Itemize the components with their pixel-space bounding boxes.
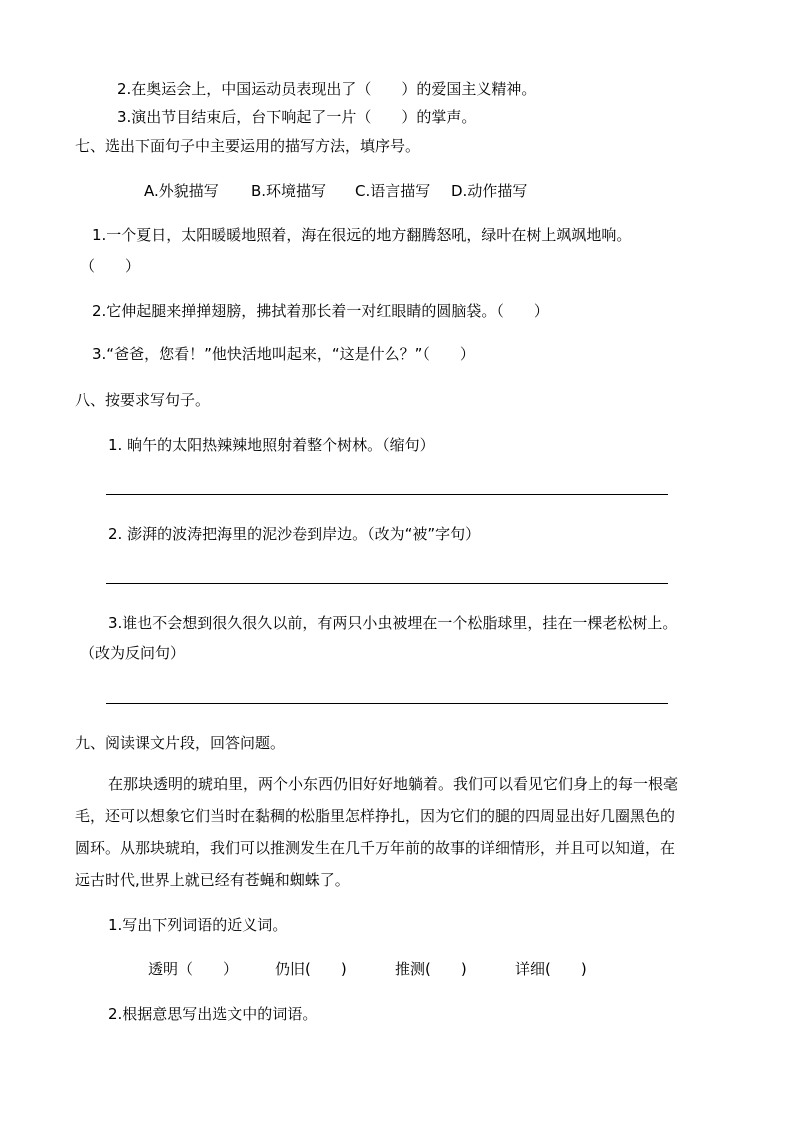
question-6-2: 2.在奥运会上，中国运动员表现出了（ ）的爱国主义精神。	[117, 80, 537, 98]
question-7-3: 3.“爸爸，您看！”他快活地叫起来，“这是什么？”（ ）	[92, 345, 475, 363]
word-tuice: 推测( )	[395, 960, 467, 978]
option-a: A.外貌描写	[144, 182, 219, 200]
question-8-2: 2. 澎湃的波涛把海里的泥沙卷到岸边。（改为“被”字句）	[108, 525, 481, 543]
section-7-heading: 七、选出下面句子中主要运用的描写方法，填序号。	[75, 137, 421, 155]
question-8-3: 3.谁也不会想到很久很久以前，有两只小虫被埋在一个松脂球里，挂在一棵老松树上。	[108, 614, 678, 632]
question-9-2: 2.根据意思写出选文中的词语。	[108, 1005, 318, 1023]
answer-line-8-2[interactable]	[106, 583, 668, 584]
option-b: B.环境描写	[251, 182, 327, 200]
section-8-heading: 八、按要求写句子。	[75, 391, 211, 409]
passage-line-3: 圆环。从那块琥珀，我们可以推测发生在几千万年前的故事的详细情形，并且可以知道，在	[75, 839, 676, 857]
word-xiangxi: 详细( )	[515, 960, 587, 978]
answer-line-8-3[interactable]	[106, 703, 668, 704]
question-7-1-blank[interactable]: （ ）	[80, 257, 141, 275]
passage-line-4: 远古时代,世界上就已经有苍蝇和蜘蛛了。	[75, 871, 350, 889]
question-7-1: 1.一个夏日，太阳暖暖地照着，海在很远的地方翻腾怒吼，绿叶在树上飒飒地响。	[92, 226, 632, 244]
section-9-heading: 九、阅读课文片段，回答问题。	[75, 734, 286, 752]
option-d: D.动作描写	[451, 182, 528, 200]
question-9-1: 1.写出下列词语的近义词。	[108, 916, 288, 934]
question-8-3-instruction: （改为反问句）	[80, 644, 186, 662]
option-c: C.语言描写	[355, 182, 431, 200]
passage-line-1: 在那块透明的琥珀里，两个小东西仍旧好好地躺着。我们可以看见它们身上的每一根毫	[108, 775, 679, 793]
question-7-2: 2.它伸起腿来掸掸翅膀，拂拭着那长着一对红眼睛的圆脑袋。（ ）	[92, 302, 549, 320]
question-6-3: 3.演出节目结束后，台下响起了一片（ ）的掌声。	[117, 108, 477, 126]
question-8-1: 1. 晌午的太阳热辣辣地照射着整个树林。（缩句）	[108, 436, 435, 454]
answer-line-8-1[interactable]	[106, 494, 668, 495]
word-touming: 透明（ ）	[148, 960, 239, 978]
passage-line-2: 毛，还可以想象它们当时在黏稠的松脂里怎样挣扎，因为它们的腿的四周显出好几圈黑色的	[75, 807, 676, 825]
word-rengjiu: 仍旧( )	[275, 960, 347, 978]
